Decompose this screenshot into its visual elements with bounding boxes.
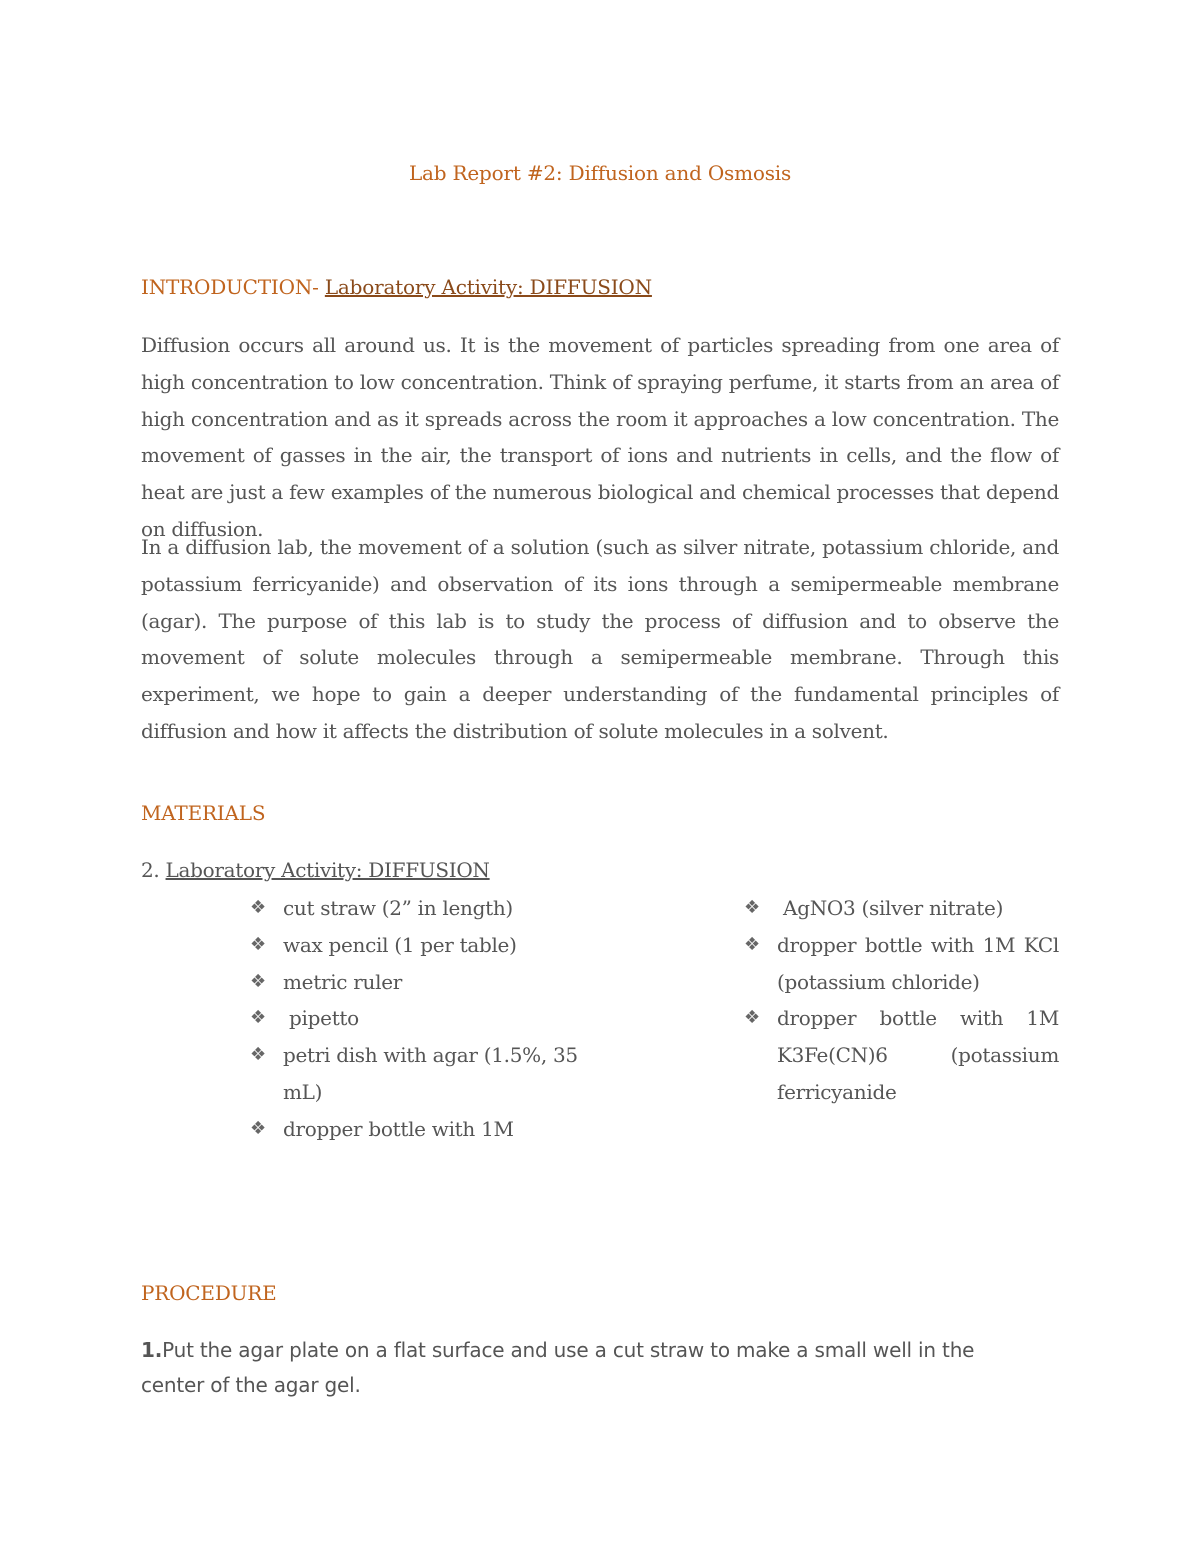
diamond-bullet-icon: ❖ (744, 1007, 760, 1029)
diamond-bullet-icon: ❖ (744, 897, 760, 918)
procedure-step-1 (141, 1333, 1041, 1403)
procedure-step-text: Put the agar plate on a flat surface and use a cut straw to make a small well in the center of the agar gel. (141, 1338, 975, 1397)
list-item: ❖ dropper bottle with 1M KCl (potassium chloride) (744, 927, 1059, 1001)
list-item: ❖ petri dish with agar (1.5%, 35 mL) (250, 1037, 580, 1111)
page-title: Lab Report #2: Diffusion and Osmosis (408, 161, 792, 185)
materials-activity-heading (141, 858, 490, 882)
introduction-heading (141, 275, 652, 299)
list-item: ❖ AgNO3 (silver nitrate) (744, 890, 1059, 927)
diamond-bullet-icon: ❖ (250, 970, 266, 992)
diamond-bullet-icon: ❖ (250, 897, 266, 918)
diamond-bullet-icon: ❖ (250, 1044, 266, 1066)
introduction-paragraph-1: Diffusion occurs all around us. It is the movement of particles spreading from one area of high concentration to low concentration. Think of spraying perfume, it starts from an area of high concentration and as it spreads across the room it approaches a low concentration. The movement of gasses in the air, the transport of ions and nutrients in cells, and the flow of heat are just a few examples of the numerous biological and chemical processes that depend on diffusion. (141, 333, 1059, 541)
list-item: ❖ pipetto (250, 1000, 580, 1037)
procedure-step-number: 1. (141, 1338, 163, 1362)
list-item: ❖ dropper bottle with 1M (250, 1111, 580, 1148)
materials-list-right (744, 890, 1059, 1111)
introduction-activity-link: Laboratory Activity: DIFFUSION (324, 275, 652, 299)
diamond-bullet-icon: ❖ (250, 933, 266, 955)
introduction-paragraph-2: In a diffusion lab, the movement of a solution (such as silver nitrate, potassium chloride, and potassium ferricyanide) and observation of its ions through a semipermeable membrane (agar). The purpose of this lab is to study the process of diffusion and to observe the movement of solute molecules through a semipermeable membrane. Through this experiment, we hope to gain a deeper understanding of the fundamental principles of diffusion and how it affects the distribution of solute molecules in a solvent. (141, 535, 1059, 743)
diamond-bullet-icon: ❖ (744, 933, 760, 955)
introduction-label: INTRODUCTION- (141, 275, 325, 299)
diamond-bullet-icon: ❖ (250, 1117, 266, 1139)
list-item: ❖ dropper bottle with 1M K3Fe(CN)6 (potassium ferricyanide (744, 1000, 1059, 1110)
procedure-heading: PROCEDURE (141, 1281, 277, 1305)
list-item: ❖ wax pencil (1 per table) (250, 927, 580, 964)
materials-heading: MATERIALS (141, 801, 266, 825)
materials-activity-link: Laboratory Activity: DIFFUSION (165, 858, 490, 882)
list-item: ❖ metric ruler (250, 964, 580, 1001)
list-item: ❖ cut straw (2” in length) (250, 890, 580, 927)
materials-activity-number: 2. (141, 858, 166, 882)
diamond-bullet-icon: ❖ (250, 1007, 266, 1029)
materials-list-left (250, 890, 580, 1148)
